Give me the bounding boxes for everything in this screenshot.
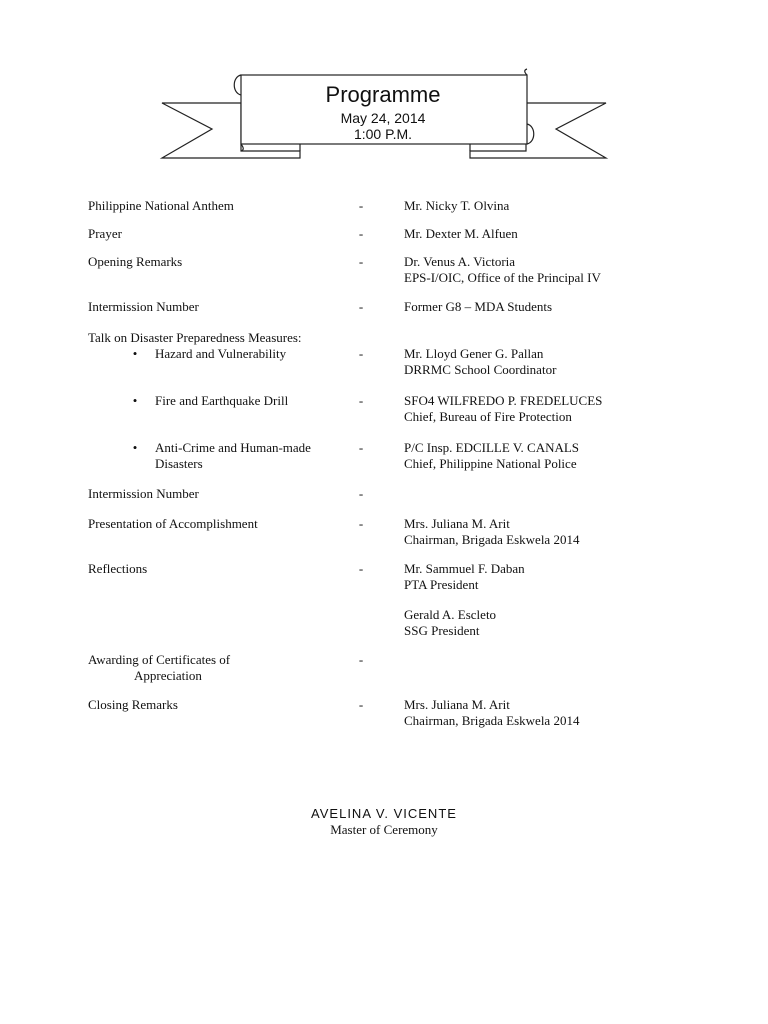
separator-dash: - bbox=[358, 254, 364, 269]
bullet-icon: • bbox=[132, 393, 138, 408]
agenda-speaker: Mr. Dexter M. Alfuen bbox=[404, 226, 518, 241]
separator-dash: - bbox=[358, 198, 364, 213]
agenda-speaker: Mrs. Juliana M. Arit Chairman, Brigada Eskwela 2014 bbox=[404, 697, 580, 728]
master-of-ceremony-role: Master of Ceremony bbox=[330, 822, 438, 837]
separator-dash: - bbox=[358, 299, 364, 314]
agenda-speaker: Mr. Lloyd Gener G. Pallan DRRMC School Coordinator bbox=[404, 346, 557, 377]
master-of-ceremony-name: AVELINA V. VICENTE bbox=[311, 806, 457, 821]
agenda-speaker: Mr. Sammuel F. Daban PTA President Gerald A. Escleto SSG President bbox=[404, 561, 525, 638]
agenda-speaker: Mrs. Juliana M. Arit Chairman, Brigada Eskwela 2014 bbox=[404, 516, 580, 547]
separator-dash: - bbox=[358, 346, 364, 361]
separator-dash: - bbox=[358, 516, 364, 531]
agenda-item: Opening Remarks bbox=[88, 254, 183, 269]
agenda-item: Talk on Disaster Preparedness Measures: bbox=[88, 330, 302, 345]
agenda-speaker: SFO4 WILFREDO P. FREDELUCES Chief, Bureau of Fire Protection bbox=[404, 393, 603, 424]
programme-time: 1:00 P.M. bbox=[353, 126, 413, 142]
separator-dash: - bbox=[358, 697, 364, 712]
agenda-item: Reflections bbox=[88, 561, 148, 576]
agenda-item: Closing Remarks bbox=[88, 697, 178, 712]
separator-dash: - bbox=[358, 486, 364, 501]
agenda-item: Intermission Number bbox=[88, 486, 199, 501]
bullet-icon: • bbox=[132, 346, 138, 361]
agenda-speaker: P/C Insp. EDCILLE V. CANALS Chief, Philippine National Police bbox=[404, 440, 580, 471]
programme-title: Programme bbox=[325, 82, 441, 107]
programme-date: May 24, 2014 bbox=[340, 110, 426, 126]
bullet-icon: • bbox=[132, 440, 138, 455]
agenda-item: Intermission Number bbox=[88, 299, 199, 314]
separator-dash: - bbox=[358, 440, 364, 455]
agenda-item: Awarding of Certificates of Appreciation bbox=[88, 652, 231, 683]
master-of-ceremony-block bbox=[0, 806, 768, 838]
agenda-speaker: Former G8 – MDA Students bbox=[404, 299, 553, 314]
agenda-speaker: Mr. Nicky T. Olvina bbox=[404, 198, 510, 213]
separator-dash: - bbox=[358, 226, 364, 241]
separator-dash: - bbox=[358, 561, 364, 576]
agenda-item: Philippine National Anthem bbox=[88, 198, 234, 213]
agenda-subitem: Fire and Earthquake Drill bbox=[155, 393, 289, 408]
agenda-speaker: Dr. Venus A. Victoria EPS-I/OIC, Office of the Principal IV bbox=[404, 254, 601, 285]
agenda-subitem: Hazard and Vulnerability bbox=[155, 346, 287, 361]
agenda-subitem: Anti-Crime and Human-made Disasters bbox=[155, 440, 311, 471]
separator-dash: - bbox=[358, 393, 364, 408]
agenda-item: Prayer bbox=[88, 226, 122, 241]
agenda-item: Presentation of Accomplishment bbox=[88, 516, 258, 531]
separator-dash: - bbox=[358, 652, 364, 667]
